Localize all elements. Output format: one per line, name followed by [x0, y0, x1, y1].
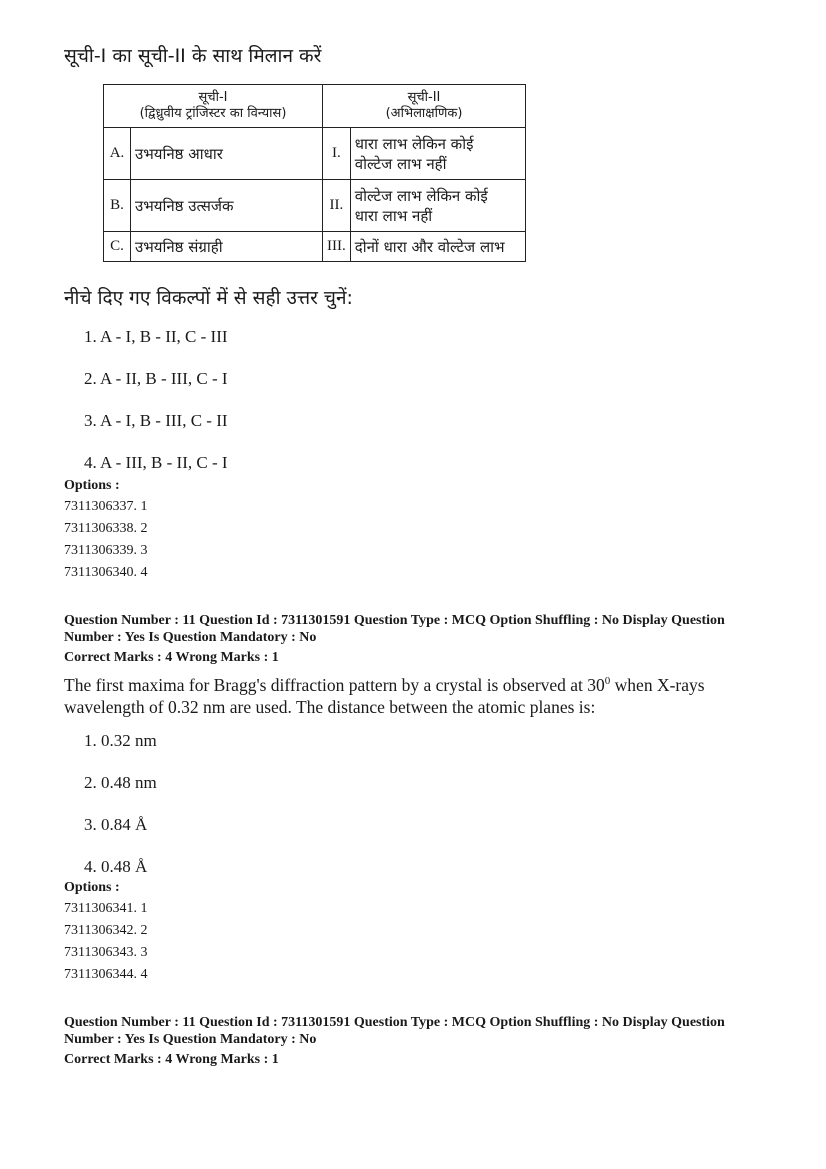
list-1-title: सूची-I [198, 90, 228, 105]
question-meta [64, 612, 764, 646]
choice-2: 2. A - II, B - III, C - I [84, 369, 228, 388]
option-id-3: 7311306343. 3 [64, 945, 148, 960]
row-value-2-line2: वोल्टेज लाभ नहीं [354, 154, 447, 173]
list-2-title: सूची-II [407, 90, 441, 105]
row-value-2-line1: धारा लाभ लेकिन कोई [354, 134, 474, 153]
row-value-2 [350, 128, 525, 180]
row-value-2 [350, 180, 525, 232]
option-id-4: 7311306340. 4 [64, 565, 148, 580]
row-value-2-line2: धारा लाभ नहीं [354, 206, 433, 225]
table-header-row [104, 85, 526, 128]
option-id-3: 7311306339. 3 [64, 543, 148, 558]
degree-superscript: 0 [604, 675, 611, 687]
table-row [104, 180, 526, 232]
row-key-1: B. [104, 180, 131, 232]
question-text [64, 670, 764, 718]
choice-3: 3. A - I, B - III, C - II [84, 411, 228, 430]
question-meta-line2: Number : Yes Is Question Mandatory : No [64, 630, 317, 645]
row-key-2: III. [323, 232, 351, 262]
list-2-header [323, 85, 526, 128]
row-value-1: उभयनिष्ठ उत्सर्जक [131, 180, 323, 232]
question-text-part1: The first maxima for Bragg's diffraction pattern by a crystal is observed at 30 [64, 674, 605, 695]
row-value-1: उभयनिष्ठ आधार [131, 128, 323, 180]
table-row [104, 232, 526, 262]
row-key-1: C. [104, 232, 131, 262]
option-id-2: 7311306342. 2 [64, 923, 148, 938]
table-row [104, 128, 526, 180]
question-meta-line2: Number : Yes Is Question Mandatory : No [64, 1032, 317, 1047]
row-key-2: I. [323, 128, 351, 180]
option-id-1: 7311306341. 1 [64, 901, 148, 916]
list-2-subtitle: (अभिलाक्षणिक) [385, 106, 463, 121]
question-meta-line1: Question Number : 11 Question Id : 7311301591 Question Type : MCQ Option Shuffling : No Display Question [64, 613, 725, 628]
marks-line: Correct Marks : 4 Wrong Marks : 1 [64, 650, 279, 665]
choice-3: 3. 0.84 Å [84, 815, 148, 834]
choice-1: 1. A - I, B - II, C - III [84, 327, 228, 346]
options-label: Options : [64, 478, 120, 493]
question-meta-line1: Question Number : 11 Question Id : 7311301591 Question Type : MCQ Option Shuffling : No Display Question [64, 1015, 725, 1030]
option-id-1: 7311306337. 1 [64, 499, 148, 514]
row-value-1: उभयनिष्ठ संग्राही [131, 232, 323, 262]
question-meta [64, 1014, 764, 1048]
choice-2: 2. 0.48 nm [84, 773, 157, 792]
option-id-2: 7311306338. 2 [64, 521, 148, 536]
row-key-1: A. [104, 128, 131, 180]
row-key-2: II. [323, 180, 351, 232]
match-heading: सूची-I का सूची-II के साथ मिलान करें [64, 45, 322, 67]
row-value-2-line1: वोल्टेज लाभ लेकिन कोई [354, 186, 488, 205]
marks-line: Correct Marks : 4 Wrong Marks : 1 [64, 1052, 279, 1067]
list-1-subtitle: (द्विध्रुवीय ट्रांजिस्टर का विन्यास) [139, 106, 287, 121]
question-text-part2: when X-rays wavelength of 0.32 nm are used. The distance between the atomic planes is: [64, 674, 705, 717]
instruction-text: नीचे दिए गए विकल्पों में से सही उत्तर चुनें: [64, 287, 353, 309]
choice-4: 4. A - III, B - II, C - I [84, 453, 228, 472]
choice-1: 1. 0.32 nm [84, 731, 157, 750]
match-table [103, 84, 526, 262]
option-id-4: 7311306344. 4 [64, 967, 148, 982]
list-1-header [104, 85, 323, 128]
row-value-2: दोनों धारा और वोल्टेज लाभ [350, 232, 525, 262]
options-label: Options : [64, 880, 120, 895]
choice-4: 4. 0.48 Å [84, 857, 148, 876]
